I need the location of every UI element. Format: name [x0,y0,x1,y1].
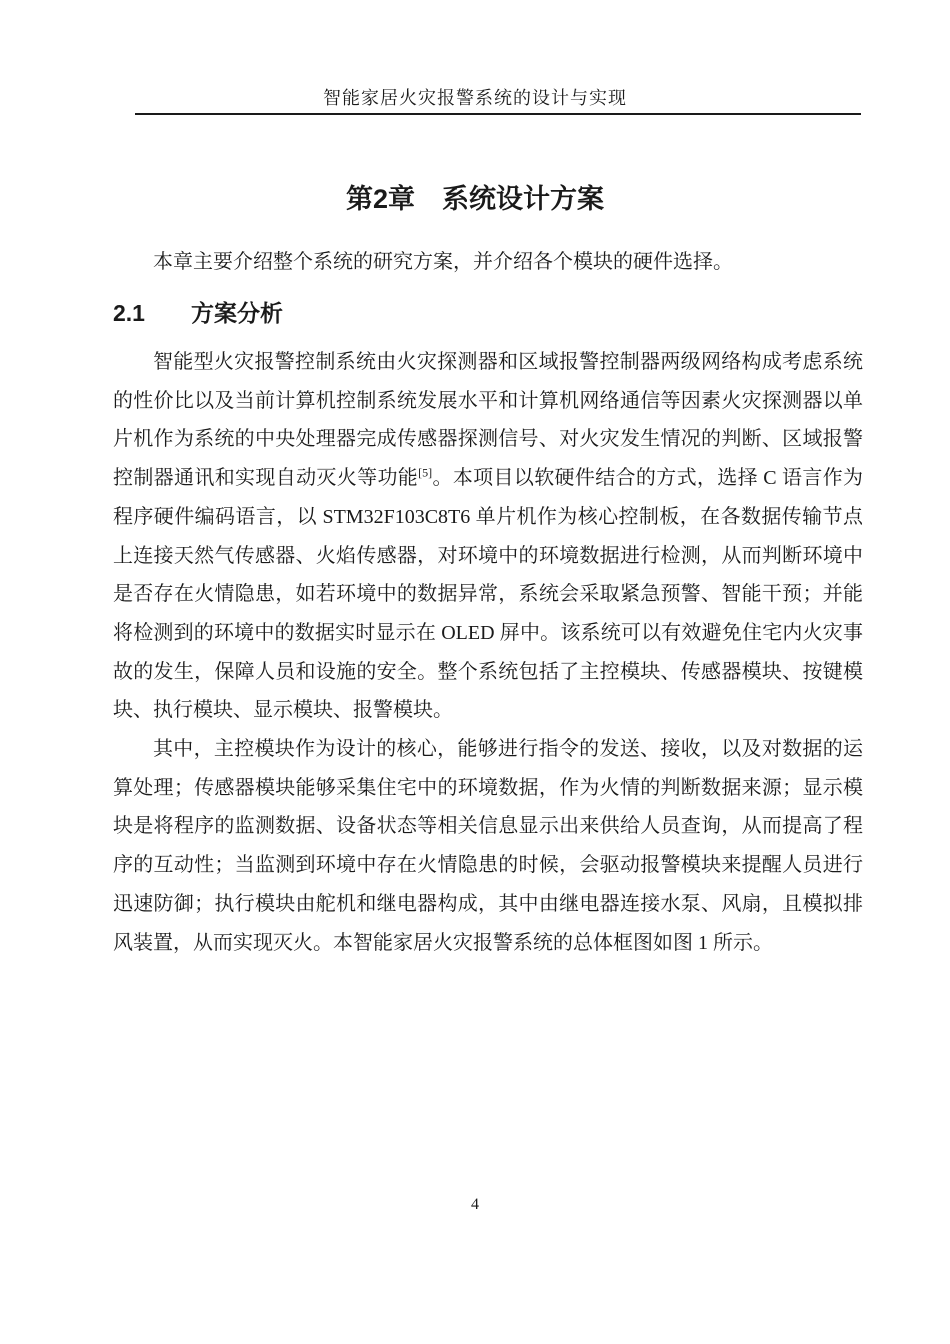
body-text [113,343,863,962]
page-header [0,86,950,110]
paragraph-1-text-continued: 。本项目以软硬件结合的方式，选择 C 语言作为程序硬件编码语言，以 STM32F103C8T6 单片机作为核心控制板，在各数据传输节点上连接天然气传感器、火焰传感器，对环境中的环境数据进行检测，从而判断环境中是否存在火情隐患，如若环境中的数据异常，系统会采取紧急预警、智能干预；并能将检测到的环境中的数据实时显示在 OLED 屏中。该系统可以有效避免住宅内火灾事故的发生，保障人员和设施的安全。整个系统包括了主控模块、传感器模块、按键模块、执行模块、显示模块、报警模块。 [113,467,864,722]
paragraph-1-text: 智能型火灾报警控制系统由火灾探测器和区域报警控制器两级网络构成考虑系统的性价比以及当前计算机控制系统发展水平和计算机网络通信等因素火灾探测器以单片机作为系统的中央处理器完成传感器探测信号、对火灾发生情况的判断、区域报警控制器通讯和实现自动灭火等功能 [113,351,863,490]
section-number: 2.1 [113,300,145,326]
citation-ref: [5] [418,465,433,480]
intro-paragraph: 本章主要介绍整个系统的研究方案，并介绍各个模块的硬件选择。 [153,251,733,273]
header-rule [135,113,861,115]
section-title: 方案分析 [190,300,283,326]
chapter-title: 系统设计方案 [442,184,605,214]
chapter-heading [0,182,950,216]
page-number: 4 [471,1196,479,1213]
paragraph-1 [113,343,863,730]
section-heading [113,299,283,327]
running-head-title: 智能家居火灾报警系统的设计与实现 [323,88,627,108]
paragraph-2: 其中，主控模块作为设计的核心，能够进行指令的发送、接收，以及对数据的运算处理；传感器模块能够采集住宅中的环境数据，作为火情的判断数据来源；显示模块是将程序的监测数据、设备状态等相关信息显示出来供给人员查询，从而提高了程序的互动性；当监测到环境中存在火情隐患的时候，会驱动报警模块来提醒人员进行迅速防御；执行模块由舵机和继电器构成，其中由继电器连接水泵、风扇，且模拟排风装置，从而实现灭火。本智能家居火灾报警系统的总体框图如图 1 所示。 [113,738,863,954]
chapter-number: 第2章 [345,184,416,214]
page-footer [0,1194,950,1216]
